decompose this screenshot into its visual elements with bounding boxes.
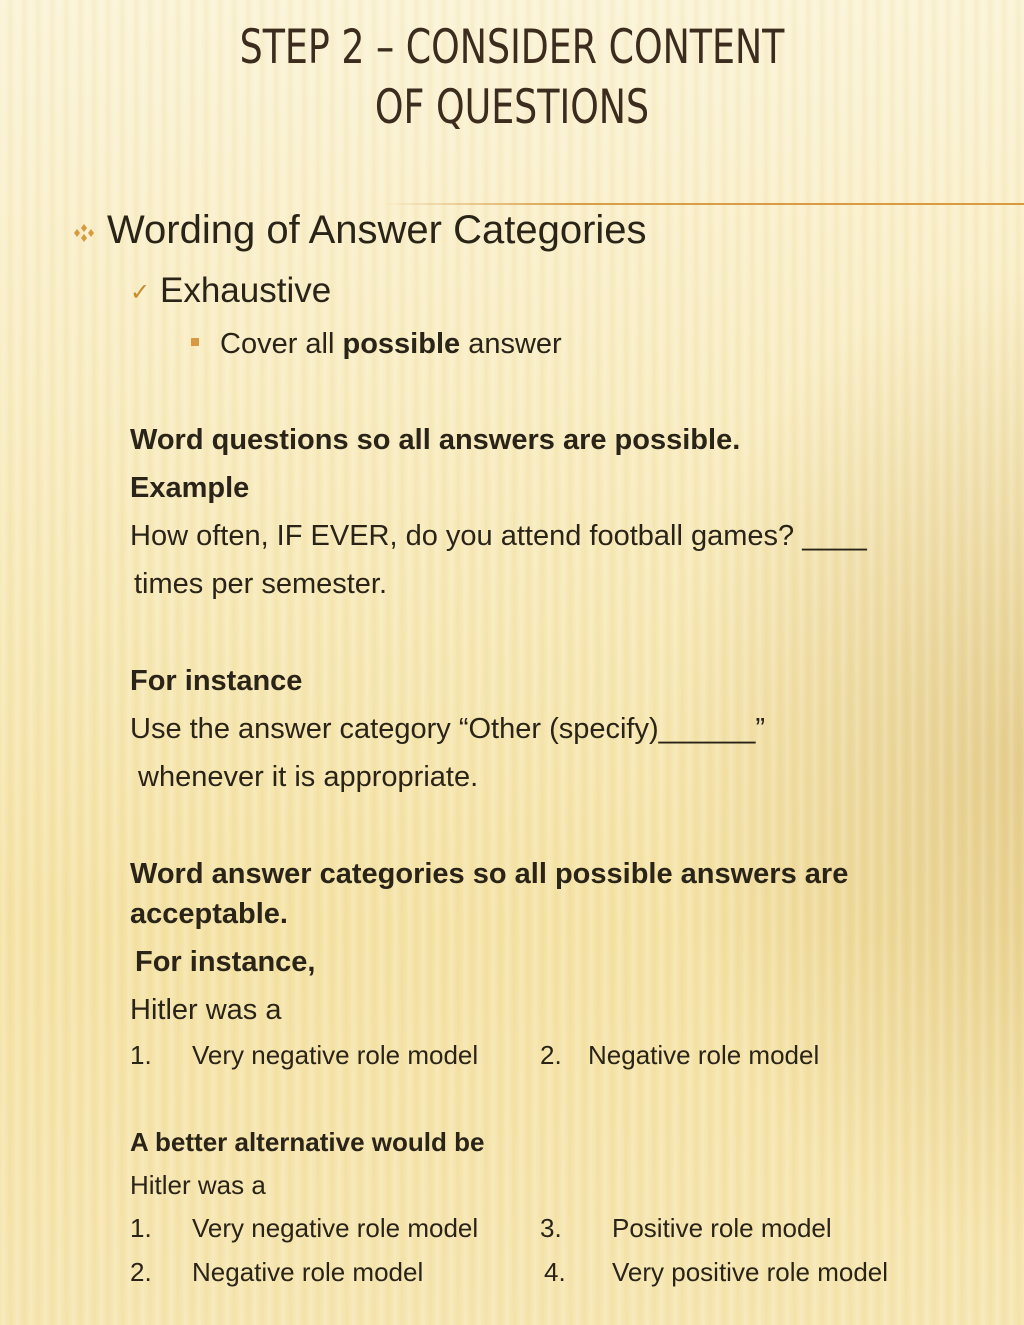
title-divider xyxy=(380,203,1024,205)
section4-option-2-text: Negative role model xyxy=(192,1257,424,1287)
section4-heading: A better alternative would be xyxy=(130,1127,485,1157)
section4-option-2-num: 2. xyxy=(130,1257,152,1287)
square-bullet-icon xyxy=(191,338,199,346)
section1-example-line2: times per semester. xyxy=(134,568,388,600)
bullet-level3 xyxy=(220,326,562,362)
section3-option-2-num: 2. xyxy=(540,1040,562,1070)
section1-example-line1: How often, IF EVER, do you attend football games? ____ xyxy=(130,520,867,552)
section1-example-label: Example xyxy=(130,472,250,504)
four-diamond-bullet-icon xyxy=(72,223,96,243)
section1-heading: Word questions so all answers are possible. xyxy=(130,424,741,456)
bullet-level3-emphasis: possible xyxy=(342,328,461,360)
bullet-level3-prefix: Cover all xyxy=(220,328,343,360)
section4-option-1-text: Very negative role model xyxy=(192,1213,479,1243)
section4-option-3-text: Positive role model xyxy=(612,1213,832,1243)
section4-option-1-num: 1. xyxy=(130,1213,152,1243)
slide-title xyxy=(0,18,1024,138)
slide-title-line2: OF QUESTIONS xyxy=(374,80,650,135)
section4-option-3-num: 3. xyxy=(540,1213,562,1243)
bullet-level1: Wording of Answer Categories xyxy=(107,208,647,252)
section4-option-4-num: 4. xyxy=(544,1257,566,1287)
section3-option-2-text: Negative role model xyxy=(588,1040,820,1070)
slide-title-line1: STEP 2 – CONSIDER CONTENT xyxy=(239,20,785,75)
section4-option-4-text: Very positive role model xyxy=(612,1257,889,1287)
section3-label: For instance, xyxy=(135,946,316,978)
section4-stem: Hitler was a xyxy=(130,1170,266,1200)
bullet-level3-suffix: answer xyxy=(460,328,562,360)
section2-line2: whenever it is appropriate. xyxy=(138,761,479,793)
section3-option-1-text: Very negative role model xyxy=(192,1040,479,1070)
section3-heading-line2: acceptable. xyxy=(130,898,288,930)
checkmark-bullet-icon: ✓ xyxy=(130,279,151,306)
section2-label: For instance xyxy=(130,665,303,697)
section3-option-1-num: 1. xyxy=(130,1040,152,1070)
section2-line1: Use the answer category “Other (specify)______” xyxy=(130,713,766,745)
section3-stem: Hitler was a xyxy=(130,994,282,1026)
section3-heading-line1: Word answer categories so all possible answers are xyxy=(130,858,849,890)
bullet-level2: Exhaustive xyxy=(160,271,332,310)
